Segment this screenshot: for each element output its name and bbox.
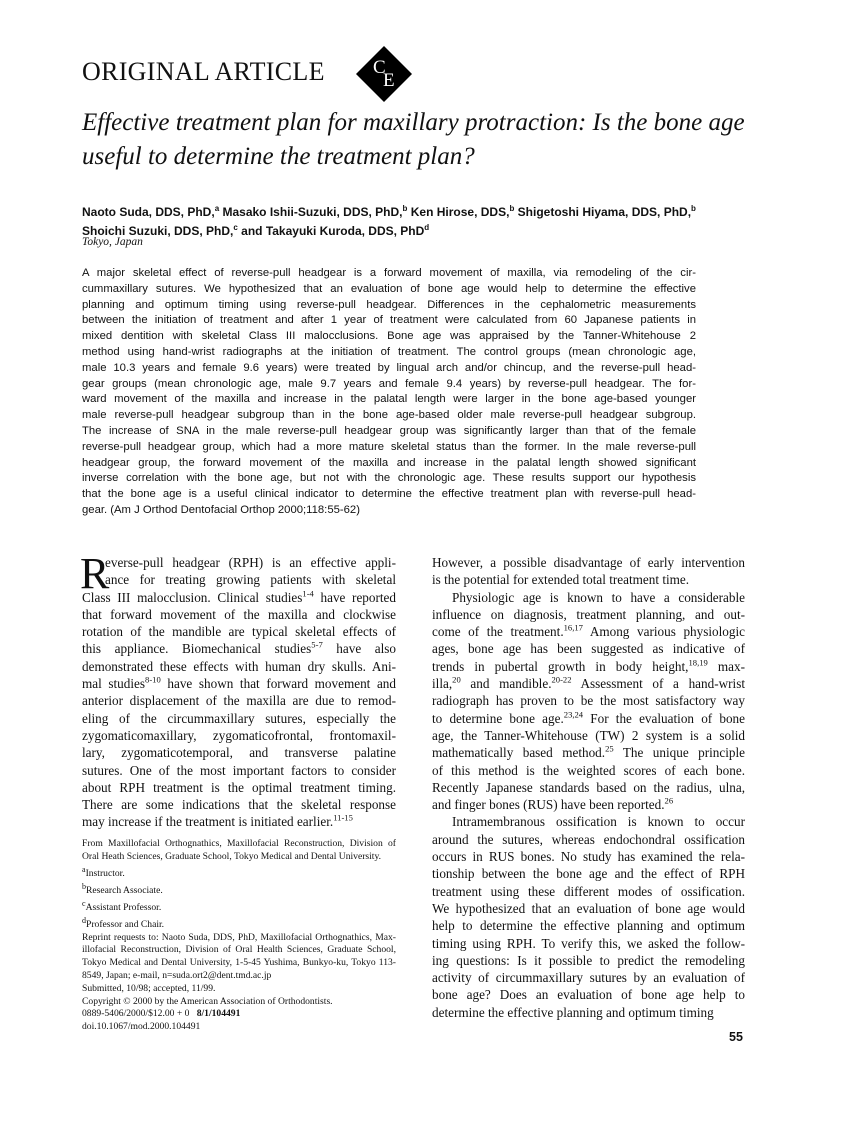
text-line: rotation of the mandible are typical skeletal effects of bbox=[82, 624, 396, 640]
text-line: between the initiation of treatment and after 1 year of treatment were calculated from 60 Japanese patients in bbox=[82, 314, 696, 327]
text-line: Recently Japanese standards based on the radius, ulna, bbox=[432, 779, 745, 795]
text-line: Intramembranous ossification is known to occur bbox=[452, 814, 745, 830]
svg-text:E: E bbox=[383, 70, 395, 91]
text-line: inverse correlation with the bone age, but not with the chronologic age. These results support our hypothesis bbox=[82, 472, 696, 485]
citation-ref[interactable]: 25 bbox=[605, 743, 614, 754]
text-line: male 10.3 years and female 9.6 years) were treated by lingual arch and/or chincup, and the reverse-pull head- bbox=[82, 361, 696, 374]
text-line: demonstrated these effects with human dry skulls. Ani- bbox=[82, 658, 396, 674]
footnote-marker: a bbox=[82, 864, 86, 874]
citation-ref[interactable]: 8-10 bbox=[145, 674, 161, 685]
text-line: reverse-pull headgear group, which had a more mature skeletal status than the former. In the male reverse-pull bbox=[82, 440, 696, 453]
footnote-marker: b bbox=[82, 881, 86, 891]
citation-ref[interactable]: 20 bbox=[452, 674, 461, 685]
body-column-right bbox=[432, 554, 745, 1021]
text-line: We hypothesized that an evaluation of bone age would bbox=[432, 900, 745, 916]
svg-text:C: C bbox=[373, 57, 386, 78]
text-line: ance for treating growing patients with skeletal bbox=[105, 572, 396, 588]
text-line: ward movement of the maxilla and increase in the palatal length were larger in the bone age-based younger bbox=[82, 393, 696, 406]
author-name: Shigetoshi Hiyama, DDS, PhD, bbox=[514, 205, 692, 219]
text-line: come of the treatment.$^{16,17}$ Among various physiologic bbox=[432, 622, 746, 640]
text-line: method using hand-wrist radiographs at the initiation of treatment. The control groups (mean chronologic age, bbox=[82, 345, 696, 358]
author-name: Ken Hirose, DDS, bbox=[407, 205, 510, 219]
citation-ref[interactable]: 23,24 bbox=[563, 709, 584, 720]
footnote-role-text: Assistant Professor. bbox=[85, 901, 162, 913]
text-line: ing questions: Is it possible to predict the remodeling bbox=[432, 952, 745, 968]
text-line: cummaxillary sutures. We hypothesized that an evaluation of bone age would help to determine the effective bbox=[82, 282, 696, 295]
citation-ref[interactable]: 18,19 bbox=[688, 657, 708, 668]
paragraph bbox=[80, 549, 396, 831]
affiliation-marker: d bbox=[424, 223, 430, 232]
text-line: everse-pull headgear (RPH) is an effective appli- bbox=[105, 555, 396, 570]
footnote-role bbox=[82, 864, 396, 881]
text-line: influence on diagnosis, treatment planning, and out- bbox=[432, 606, 745, 622]
text-line: occurs in RUS bones. No study has examined the rela- bbox=[432, 849, 745, 865]
text-line: gear. (Am J Orthod Dentofacial Orthop 2000;118:55-62) bbox=[82, 503, 360, 516]
text-line: that the bone age is a useful clinical indicator to determine the effective treatment plan with reverse-pull head- bbox=[82, 488, 696, 501]
article-title: Effective treatment plan for maxillary protraction: Is the bone age useful to determine the treatment plan? bbox=[82, 109, 745, 170]
citation-ref[interactable]: 11-15 bbox=[333, 813, 353, 824]
text-line: bone age? Does an evaluation of bone age help to bbox=[432, 987, 745, 1003]
text-line: that forward movement of the maxilla and clockwise bbox=[82, 606, 396, 622]
text-line: gear groups (mean chronologic age, male 9.7 years and female 9.4 years) by reverse-pull headgear. The for- bbox=[82, 377, 696, 390]
affiliation-marker: b bbox=[691, 204, 696, 213]
text-line: Class III malocclusion. Clinical studies$^{1-4}$ have reported bbox=[82, 588, 396, 605]
footnote-marker: c bbox=[82, 898, 86, 908]
issn-line bbox=[82, 1008, 396, 1021]
footnote-role-text: Research Associate. bbox=[86, 884, 163, 896]
footnote-role bbox=[82, 898, 396, 915]
text-line: anterior displacement of the maxilla are due to remod- bbox=[82, 693, 396, 709]
text-line: illa,$^{20}$ and mandible.$^{20-22}$ Assessment of a hand-wrist bbox=[432, 674, 745, 692]
footnote-marker: d bbox=[82, 915, 86, 925]
abstract bbox=[82, 266, 696, 519]
text-line: around the sutures, whereas endochondral ossification bbox=[432, 831, 745, 847]
submission-dates: Submitted, 10/98; accepted, 11/99. bbox=[82, 982, 216, 994]
reprint-line: Tokyo Medical and Dental University, 1-5-45 Yushima, Bunkyo-ku, Tokyo 113- bbox=[82, 957, 396, 969]
text-line: help to determine the effective planning and optimum bbox=[432, 918, 745, 934]
page-number: 55 bbox=[729, 1030, 743, 1044]
reprint-line: Reprint requests to: Naoto Suda, DDS, PhD, Maxillofacial Orthognathics, Max- bbox=[82, 931, 396, 943]
citation-ref[interactable]: 20-22 bbox=[551, 674, 572, 685]
text-line: treatment using these different modes of ossification. bbox=[432, 883, 745, 899]
text-line: The increase of SNA in the male reverse-pull headgear group was significantly larger than that of the female bbox=[82, 424, 696, 437]
author-location: Tokyo, Japan bbox=[82, 236, 143, 248]
footnote-role bbox=[82, 915, 396, 932]
footnote-affiliation-line: Oral Heath Sciences, Graduate School, Tokyo Medical and Dental University. bbox=[82, 850, 382, 862]
reprint-line: illofacial Reconstruction, Division of Oral Health Sciences, Graduate School, bbox=[82, 944, 396, 956]
text-line: may increase if the treatment is initiated earlier.$^{11-15}$ bbox=[82, 813, 353, 830]
footnote-role bbox=[82, 881, 396, 898]
text-line: timing using RPH. To verify this, we asked the follow- bbox=[432, 935, 745, 951]
text-line: Physiologic age is known to have a considerable bbox=[452, 589, 745, 605]
continuing-education-logo bbox=[356, 46, 412, 102]
drop-cap: R bbox=[80, 549, 110, 598]
text-line: sutures. One of the most important factors to consider bbox=[82, 762, 396, 778]
text-line: A major skeletal effect of reverse-pull headgear is a forward movement of maxilla, via remodeling of the cir- bbox=[82, 267, 696, 279]
text-line: radiograph has proven to be the most satisfactory way bbox=[432, 693, 745, 709]
citation-ref[interactable]: 16,17 bbox=[563, 622, 583, 633]
citation-ref[interactable]: 1-4 bbox=[302, 588, 314, 599]
author-list bbox=[82, 203, 782, 241]
text-line: eling of the circummaxillary sutures, especially the bbox=[82, 710, 396, 726]
copyright: Copyright © 2000 by the American Association of Orthodontists. bbox=[82, 995, 333, 1007]
affiliation-marker: a bbox=[214, 204, 220, 213]
text-line: trends in pubertal growth in body height,$^{18,19}$ max- bbox=[432, 657, 745, 674]
author-name: and Takayuki Kuroda, DDS, PhD bbox=[237, 224, 425, 238]
citation-ref[interactable]: 26 bbox=[664, 795, 674, 806]
paragraph bbox=[82, 266, 696, 519]
affiliation-marker: b bbox=[402, 204, 408, 213]
author-name: Naoto Suda, DDS, PhD, bbox=[82, 205, 215, 219]
text-line: mal studies$^{8-10}$ have shown that forward movement and bbox=[82, 674, 396, 692]
text-line: male reverse-pull headgear subgroup than in the bone age-based older male reverse-pull headgear subgroup. bbox=[82, 409, 696, 422]
section-label: ORIGINAL ARTICLE bbox=[82, 57, 325, 86]
text-line: this appliance. Biomechanical studies$^{5-7}$ have also bbox=[82, 640, 396, 657]
text-line: activity of circummaxillary sutures by an evaluation of bbox=[432, 970, 745, 986]
text-line: tionship between the bone age and the effect of RPH bbox=[432, 866, 745, 882]
footnotes bbox=[82, 838, 396, 1034]
author-name: Masako Ishii-Suzuki, DDS, PhD, bbox=[219, 205, 403, 219]
issn-code: 8/1/104491 bbox=[196, 1008, 241, 1020]
text-line: mathematically based method.$^{25}$ The unique principle bbox=[432, 743, 745, 761]
text-line: age, the Tanner-Whitehouse (TW) 2 system is a solid bbox=[432, 727, 745, 743]
text-line: and finger bones (RUS) have been reported.$^{26}$ bbox=[432, 795, 674, 813]
author-line-1 bbox=[82, 203, 782, 222]
body-column-left bbox=[80, 549, 396, 831]
citation-ref[interactable]: 5-7 bbox=[311, 640, 323, 651]
text-line: ages, bone age has been suggested as indicative of bbox=[432, 641, 745, 657]
text-line: headgear group, the forward movement of the maxilla and increase in the palatal length showed significant bbox=[82, 456, 696, 469]
text-line: about RPH treatment is the optimal treatment timing. bbox=[82, 779, 396, 795]
affiliation-marker: b bbox=[509, 204, 515, 213]
text-line: determine the effective planning and optimum timing bbox=[432, 1004, 714, 1020]
text-line: mixed dentition with skeletal Class III malocclusions. Bone age was appraised by the Tanner-Whitehouse 2 bbox=[82, 330, 696, 343]
footnote-role-text: Professor and Chair. bbox=[86, 918, 165, 930]
text-line: is the potential for extended total treatment time. bbox=[432, 572, 690, 588]
text-line: planning and optimum timing using reverse-pull headgear. Differences in the cephalometric measurements bbox=[82, 298, 696, 311]
paragraph bbox=[432, 813, 745, 1021]
text-line: lary, zygomaticotemporal, and transverse palatine bbox=[82, 745, 396, 761]
footnote-affiliation-line: From Maxillofacial Orthognathics, Maxillofacial Reconstruction, Division of bbox=[82, 838, 396, 849]
paragraph bbox=[432, 589, 745, 814]
affiliation-marker: c bbox=[233, 223, 238, 232]
reprint-email-line[interactable]: 8549, Japan; e-mail, n=suda.ort2@dent.tmd.ac.jp bbox=[82, 969, 272, 981]
author-name: Shoichi Suzuki, DDS, PhD, bbox=[82, 224, 234, 238]
author-line-2 bbox=[82, 222, 782, 241]
paragraph bbox=[432, 554, 745, 589]
doi[interactable]: doi.10.1067/mod.2000.104491 bbox=[82, 1021, 201, 1033]
text-line: to determine bone age.$^{23,24}$ For the evaluation of bone bbox=[432, 709, 745, 726]
text-line: zygomaticomaxillary, zygomaticofrontal, frontomaxil- bbox=[82, 727, 396, 743]
footnote-role-text: Instructor. bbox=[85, 867, 125, 879]
text-line: of this method is the weighted scores of each bone. bbox=[432, 762, 745, 778]
issn: 0889-5406/2000/$12.00 + 0 bbox=[82, 1008, 190, 1020]
text-line: There are some indications that the skeletal response bbox=[82, 797, 396, 813]
text-line: However, a possible disadvantage of early intervention bbox=[432, 555, 745, 570]
